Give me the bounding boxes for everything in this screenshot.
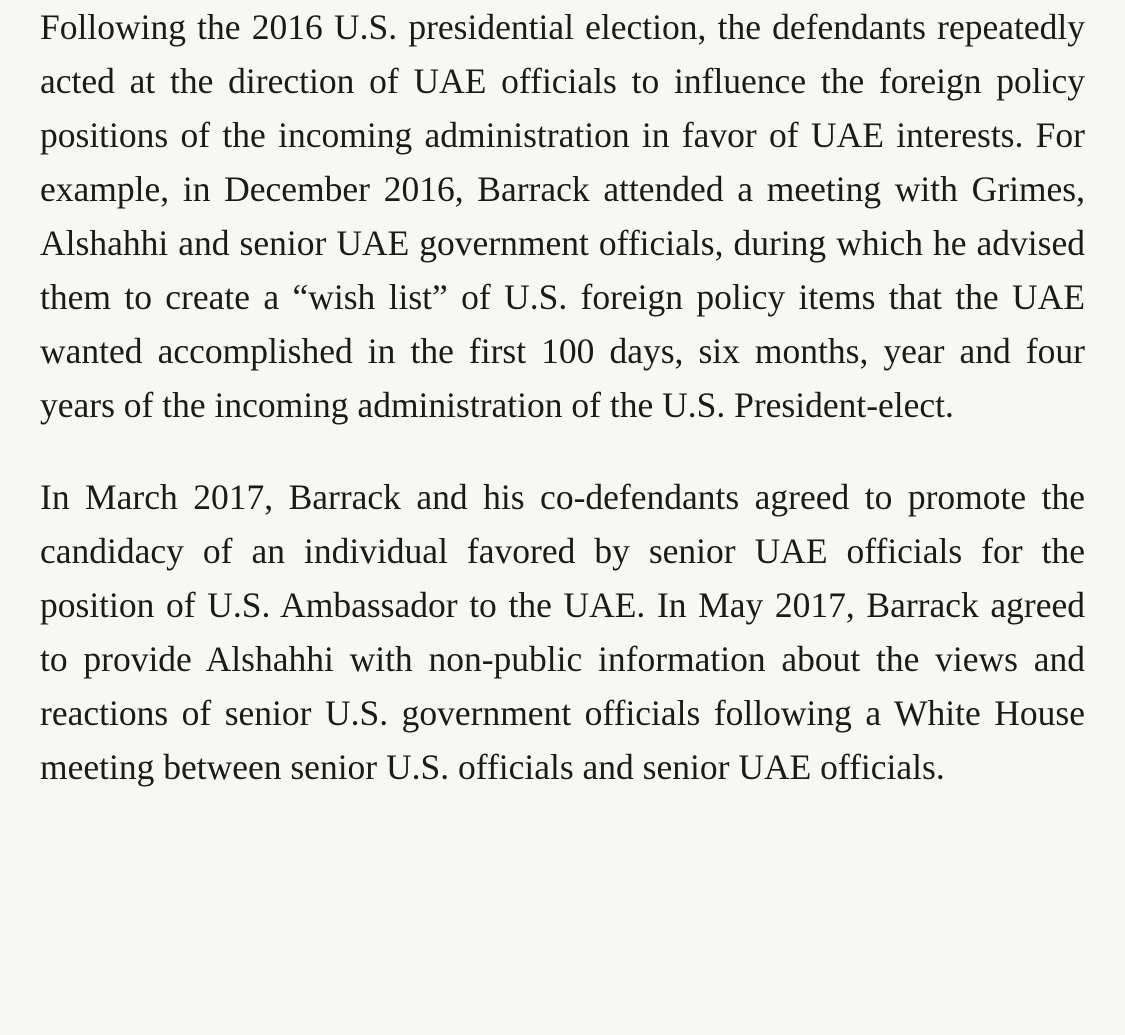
article-body [40,0,1085,794]
article-paragraph-1: Following the 2016 U.S. presidential election, the defendants repeatedly acted at the direction of UAE officials to influence the foreign policy positions of the incoming administration in favor of UAE interests. For example, in December 2016, Barrack attended a meeting with Grimes, Alshahhi and senior UAE government officials, during which he advised them to create a “wish list” of U.S. foreign policy items that the UAE wanted accomplished in the first 100 days, six months, year and four years of the incoming administration of the U.S. President-elect. [40,7,1085,425]
article-paragraph-2: In March 2017, Barrack and his co-defendants agreed to promote the candidacy of an individual favored by senior UAE officials for the position of U.S. Ambassador to the UAE. In May 2017, Barrack agreed to provide Alshahhi with non-public information about the views and reactions of senior U.S. government officials following a White House meeting between senior U.S. officials and senior UAE officials. [40,477,1085,787]
